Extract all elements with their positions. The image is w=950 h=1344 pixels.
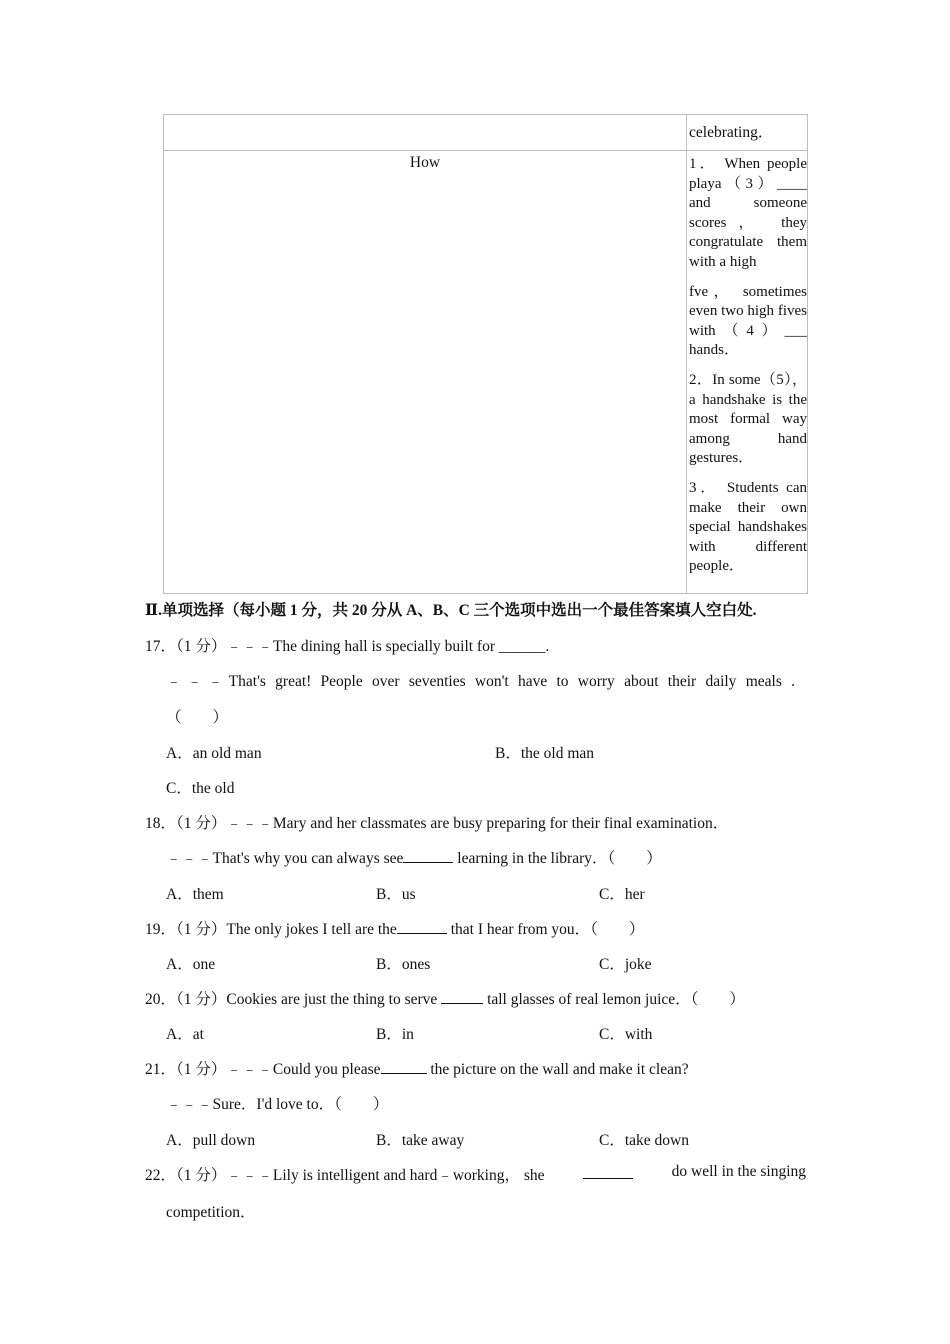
- question-19-stem-post: that I hear from you．（ ）: [450, 921, 645, 938]
- option-20-a[interactable]: A．at: [166, 1026, 204, 1043]
- table-item: 1． When people playa（3）____ and someone scores， they congratulate them with a high: [689, 156, 807, 270]
- question-19-stem-pre: 19．（1 分）The only jokes I tell are the: [145, 921, 397, 938]
- option-19-a[interactable]: A．one: [166, 956, 216, 973]
- question-21-stem-pre: 21．（1 分）﹣﹣﹣Could you please: [145, 1061, 381, 1078]
- table-item: fve， sometimes even two high fives with（4）___ hands．: [689, 283, 807, 359]
- question-21-stem-post: the picture on the wall and make it clean?: [430, 1061, 689, 1078]
- option-17-c[interactable]: C．the old: [166, 780, 235, 797]
- question-17-paren: （ ）: [166, 709, 229, 726]
- question-17-line2: ﹣﹣﹣That's great! People over seventies won't have to worry about their daily meals .: [166, 673, 795, 690]
- table-item: 2．In some（5）， a handshake is the most formal way among hand gestures．: [689, 371, 807, 467]
- option-21-b[interactable]: B．take away: [376, 1132, 465, 1149]
- answer-blank: [397, 919, 447, 934]
- option-17-a[interactable]: A．an old man: [166, 745, 262, 762]
- option-21-c[interactable]: C．take down: [599, 1132, 689, 1149]
- answer-blank: [441, 989, 483, 1004]
- answer-blank: [403, 848, 453, 863]
- question-20-stem-post: tall glasses of real lemon juice．（ ）: [487, 991, 745, 1008]
- question-18-line2: [166, 846, 662, 868]
- question-17-stem: 17．（1 分）﹣﹣﹣The dining hall is specially built for ______.: [145, 638, 550, 655]
- question-21-line2: ﹣﹣﹣Sure．I'd love to．（ ）: [166, 1096, 389, 1113]
- option-18-c[interactable]: C．her: [599, 886, 645, 903]
- option-18-a[interactable]: A．them: [166, 886, 224, 903]
- question-22-line2: competition．: [166, 1204, 256, 1221]
- section-title: Ⅱ.单项选择（每小题 1 分，共 20 分从 A、B、C 三个选项中选出一个最佳答案填人空白处.: [145, 602, 757, 619]
- question-18-line2-post: learning in the library．（ ）: [457, 850, 662, 867]
- table-cell-celebrating: celebrating．: [689, 124, 774, 141]
- question-18-stem: 18．（1 分）﹣﹣﹣Mary and her classmates are busy preparing for their final examination．: [145, 815, 729, 832]
- option-20-c[interactable]: C．with: [599, 1026, 653, 1043]
- table-cell-how: How: [409, 154, 441, 171]
- option-19-c[interactable]: C．joke: [599, 956, 652, 973]
- question-20-stem-pre: 20．（1 分）Cookies are just the thing to serve: [145, 991, 438, 1008]
- worksheet-table: [163, 114, 808, 594]
- question-22-stem-pre: 22．（1 分）﹣﹣﹣Lily is intelligent and hard﹣working， she: [145, 1167, 545, 1184]
- option-17-b[interactable]: B．the old man: [495, 745, 595, 762]
- answer-blank: [381, 1059, 427, 1074]
- option-20-b[interactable]: B．in: [376, 1026, 414, 1043]
- option-19-b[interactable]: B．ones: [376, 956, 431, 973]
- table-cell-how-content: [689, 155, 807, 587]
- option-18-b[interactable]: B．us: [376, 886, 416, 903]
- question-22-stem-post: do well in the singing: [671, 1163, 806, 1180]
- question-22-stem: [145, 1163, 806, 1185]
- table-column-divider: [686, 115, 687, 593]
- question-19-stem: [145, 917, 644, 939]
- answer-blank: [583, 1163, 633, 1179]
- question-21-stem: [145, 1057, 689, 1079]
- option-21-a[interactable]: A．pull down: [166, 1132, 256, 1149]
- question-20-stem: [145, 987, 745, 1009]
- question-18-line2-pre: ﹣﹣﹣That's why you can always see: [166, 850, 404, 867]
- table-item: 3． Students can make their own special handshakes with different people．: [689, 479, 807, 575]
